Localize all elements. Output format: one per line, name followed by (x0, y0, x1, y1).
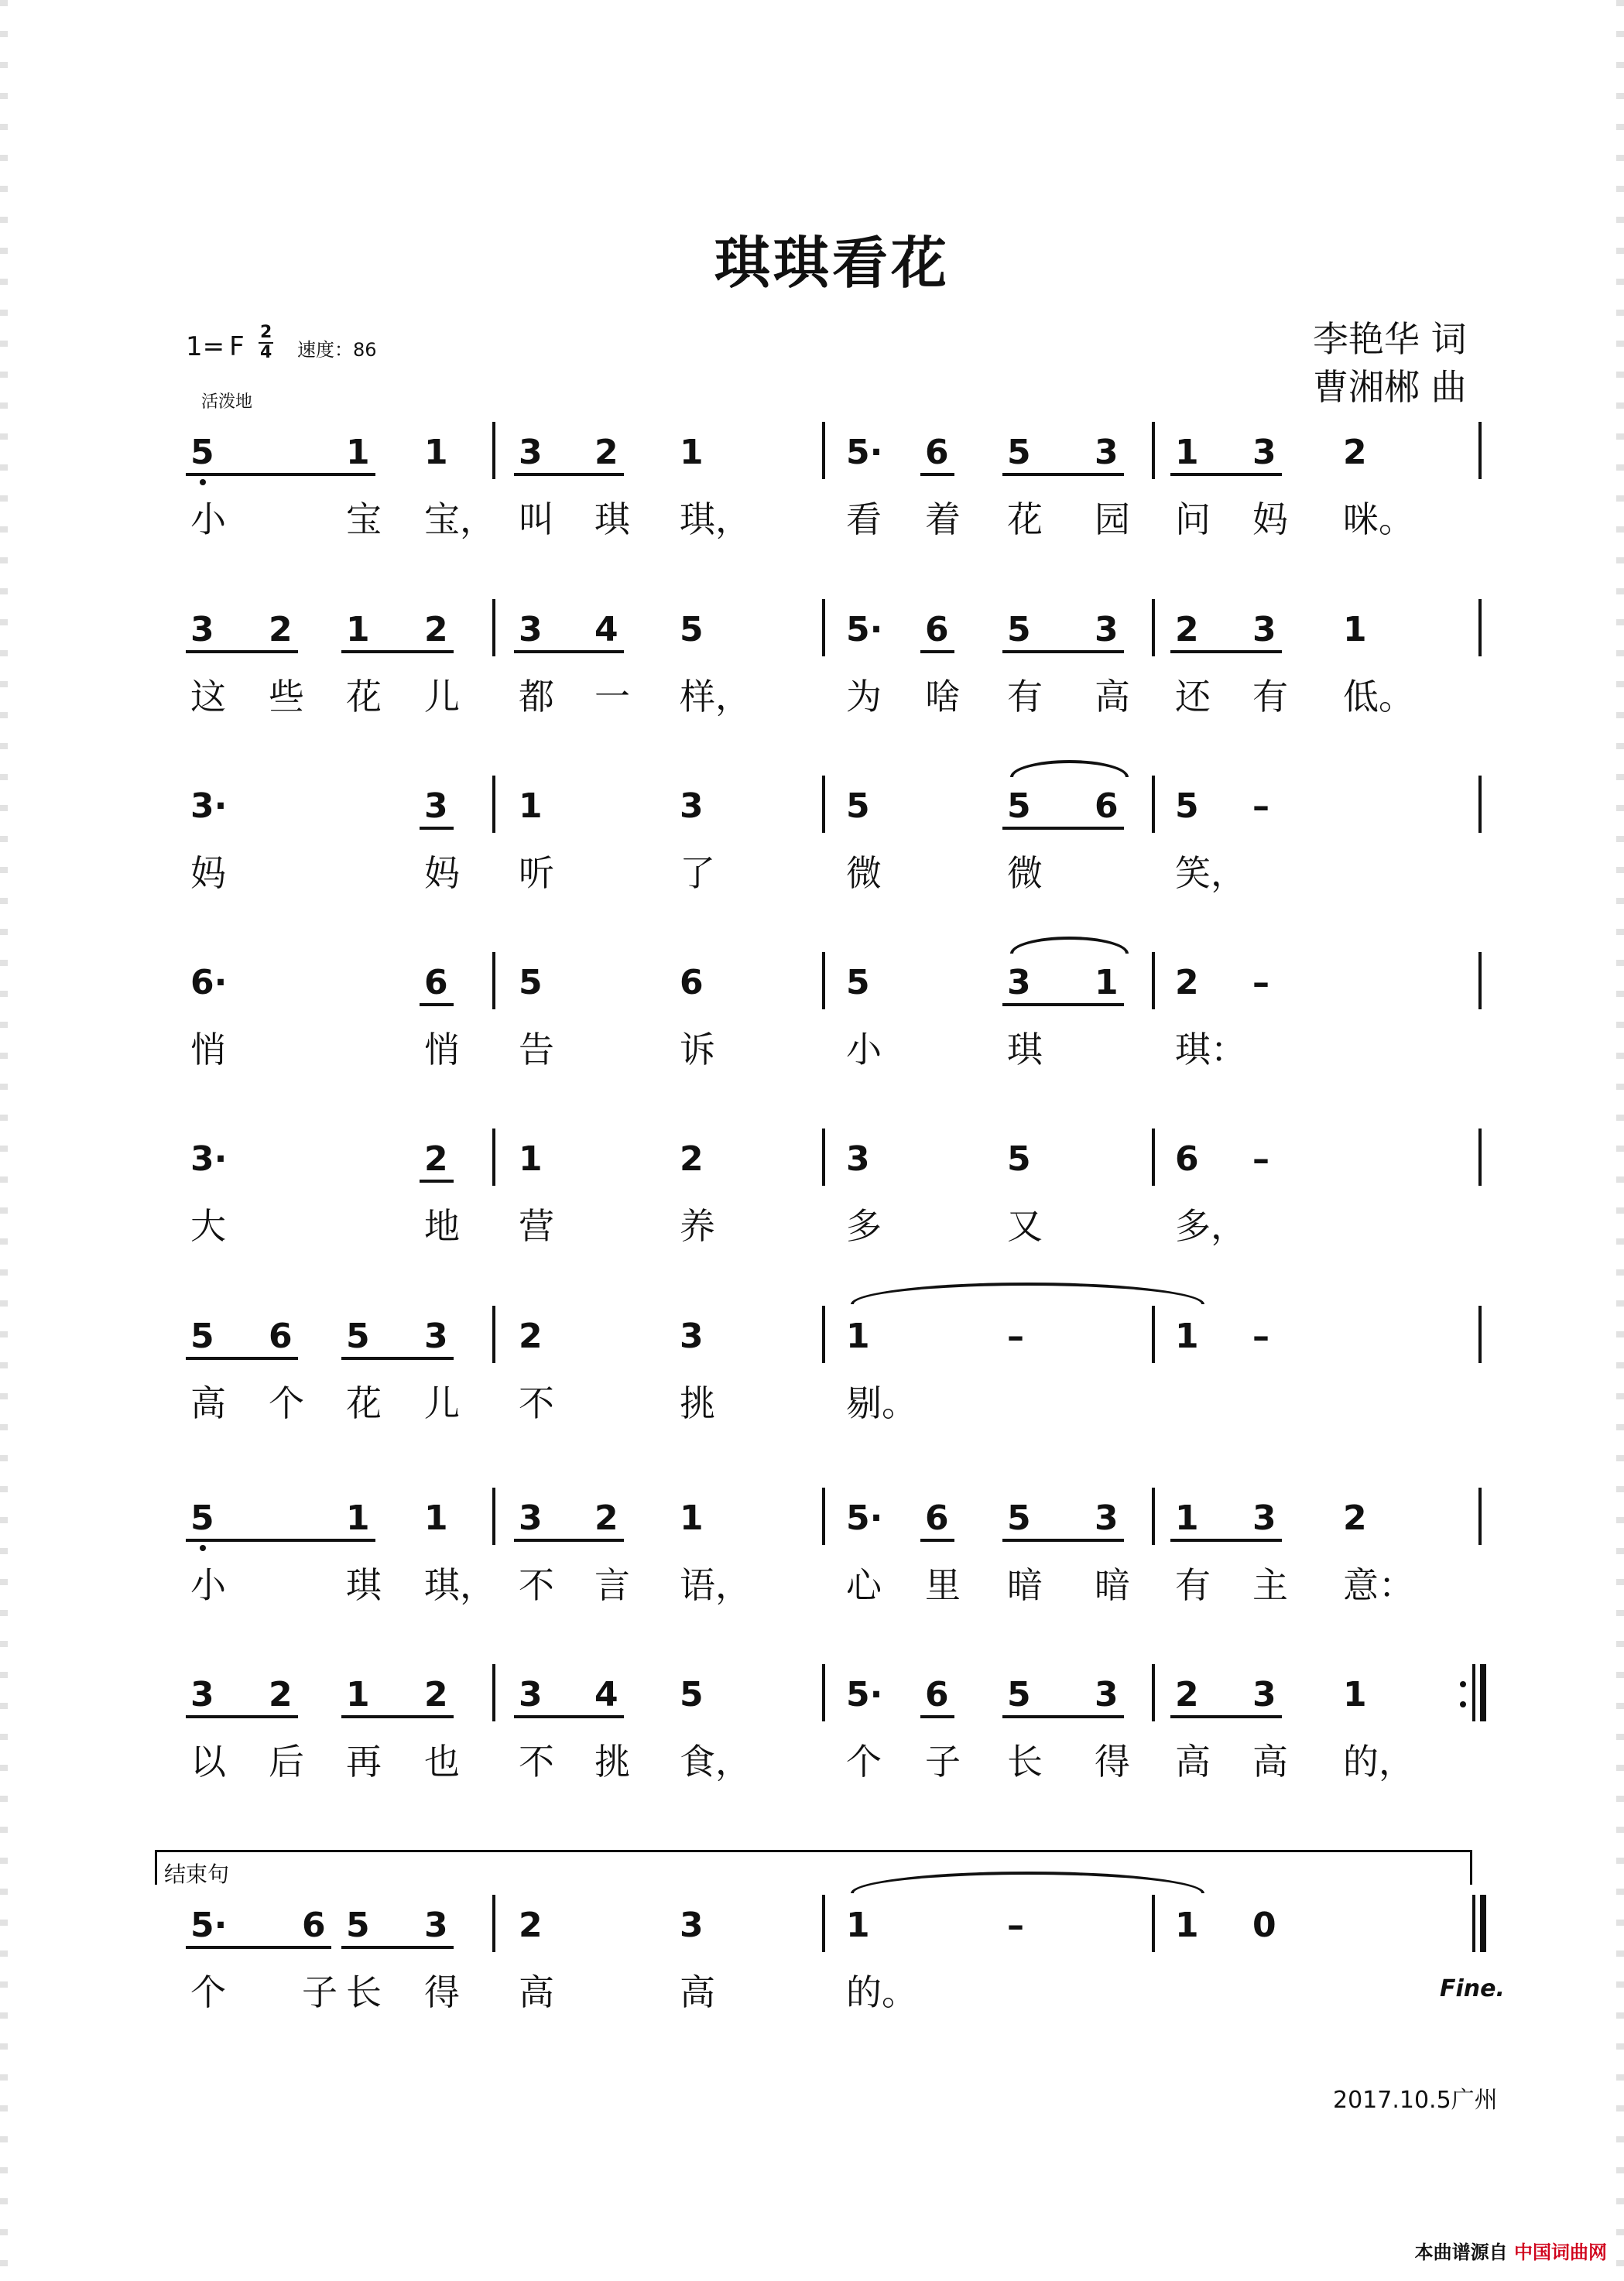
lyric-char: 多 (846, 1205, 882, 1247)
barline (492, 422, 495, 479)
barline (822, 1488, 825, 1545)
lyric-char: 再 (346, 1741, 382, 1783)
note: 2 (424, 1139, 448, 1179)
lyric-char: 高 (1175, 1741, 1211, 1783)
tempo-marking: 速度：86 (297, 339, 377, 361)
lyric-char: 诉 (680, 1029, 715, 1070)
note: 1 (680, 1498, 704, 1538)
lyric-char: 养 (680, 1205, 715, 1247)
note: 2 (1343, 1498, 1367, 1538)
barline (1152, 422, 1155, 479)
note: – (1252, 1139, 1269, 1179)
note: 1 (1175, 1317, 1199, 1356)
underline-beam (514, 1539, 624, 1542)
note: 6 (680, 963, 704, 1002)
repeat-thin-bar (1472, 1664, 1475, 1721)
underline-beam (1002, 473, 1124, 476)
note: 3 (424, 1317, 448, 1356)
lyric-char: 也 (424, 1741, 460, 1783)
coda-bracket (155, 1850, 1472, 1885)
note: 5 (680, 1675, 704, 1714)
lyric-char: 主 (1252, 1564, 1288, 1606)
repeat-dot (1460, 1681, 1466, 1687)
lyric-char: 营 (519, 1205, 554, 1247)
lyric-char: 不 (519, 1382, 554, 1424)
slur (1010, 760, 1129, 777)
note: 1 (346, 1675, 370, 1714)
lyric-char: 花 (346, 676, 382, 718)
lyric-char: 微 (846, 852, 882, 894)
lyric-char: 剔。 (846, 1382, 917, 1424)
lyric-char: 都 (519, 676, 554, 718)
note: 6 (1175, 1139, 1199, 1179)
note: 5· (846, 1675, 883, 1714)
lyric-char: 琪： (1175, 1029, 1246, 1070)
note: 3 (1095, 1498, 1119, 1538)
underline-beam (186, 1539, 375, 1542)
note: – (1252, 1317, 1269, 1356)
lyric-char: 挑 (594, 1741, 630, 1783)
note: 6 (302, 1906, 326, 1945)
lyric-char: 言 (594, 1564, 630, 1606)
underline-beam (420, 1180, 454, 1183)
lyric-char: 个 (846, 1741, 882, 1783)
note: 6· (190, 963, 228, 1002)
lyric-char: 琪， (424, 1564, 495, 1606)
lyric-char: 宝， (424, 498, 495, 540)
low-octave-dot (200, 1545, 206, 1551)
note: 5 (846, 786, 870, 826)
note: 3 (680, 786, 704, 826)
underline-beam (420, 1003, 454, 1006)
barline (822, 776, 825, 833)
lyric-char: 低。 (1343, 676, 1414, 718)
note: 6 (925, 1498, 949, 1538)
barline (1152, 1306, 1155, 1363)
note: 1 (1175, 1498, 1199, 1538)
left-edge-pattern (0, 0, 8, 2281)
note: 2 (680, 1139, 704, 1179)
source-watermark: 本曲谱源自 中国词曲网 (1414, 2242, 1607, 2263)
note: 5 (346, 1317, 370, 1356)
note: 2 (424, 1675, 448, 1714)
underline-beam (1170, 650, 1282, 653)
right-edge-pattern (1616, 0, 1624, 2281)
lyric-char: 后 (269, 1741, 304, 1783)
underline-beam (1002, 1003, 1124, 1006)
lyric-char: 些 (269, 676, 304, 718)
lyric-char: 琪 (346, 1564, 382, 1606)
fine-marking: Fine. (1440, 1975, 1505, 2002)
key-signature: 1= F (186, 331, 245, 362)
barline (1152, 952, 1155, 1009)
lyric-char: 叫 (519, 498, 554, 540)
tie-long (851, 1283, 1204, 1304)
note: 6 (925, 1675, 949, 1714)
lyric-char: 花 (346, 1382, 382, 1424)
underline-beam (341, 1357, 454, 1360)
lyric-char: 花 (1007, 498, 1043, 540)
note: 1 (519, 786, 543, 826)
lyric-char: 暗 (1095, 1564, 1130, 1606)
note: 6 (269, 1317, 293, 1356)
note: 3 (680, 1906, 704, 1945)
note: 5· (846, 610, 883, 649)
lyric-char: 有 (1252, 676, 1288, 718)
barline (822, 1129, 825, 1186)
note: 5 (1007, 1498, 1031, 1538)
lyric-char: 儿 (424, 676, 460, 718)
lyric-char: 大 (190, 1205, 226, 1247)
lyric-char: 样， (680, 676, 751, 718)
lyric-char: 挑 (680, 1382, 715, 1424)
underline-beam (186, 1946, 331, 1949)
barline (492, 599, 495, 656)
note: 1 (346, 433, 370, 472)
time-signature: 2 4 (260, 323, 272, 362)
underline-beam (920, 1539, 954, 1542)
lyric-char: 语， (680, 1564, 751, 1606)
note: 4 (594, 1675, 618, 1714)
lyric-char: 心 (846, 1564, 882, 1606)
underline-beam (514, 473, 624, 476)
note: 1 (346, 610, 370, 649)
note: 2 (519, 1906, 543, 1945)
barline (822, 422, 825, 479)
note: 3 (1252, 1498, 1276, 1538)
note: 3 (680, 1317, 704, 1356)
lyric-char: 琪， (680, 498, 751, 540)
note: 1 (846, 1906, 870, 1945)
note: 5· (846, 433, 883, 472)
note: 3 (190, 1675, 214, 1714)
note: – (1252, 963, 1269, 1002)
note: 3 (190, 610, 214, 649)
barline (1152, 1488, 1155, 1545)
lyric-char: 小 (190, 498, 226, 540)
underline-beam (186, 473, 375, 476)
barline (822, 1306, 825, 1363)
note: 3 (1095, 610, 1119, 649)
note: 5· (190, 1906, 228, 1945)
barline (492, 952, 495, 1009)
lyric-char: 的， (1343, 1741, 1414, 1783)
underline-beam (920, 473, 954, 476)
underline-beam (1002, 827, 1124, 830)
note: 3 (424, 1906, 448, 1945)
underline-beam (1002, 1715, 1124, 1718)
note: 6 (1095, 786, 1119, 826)
note: 1 (424, 1498, 448, 1538)
lyric-char: 子 (302, 1971, 337, 2013)
repeat-thick-bar (1480, 1664, 1486, 1721)
note: 5 (1175, 786, 1199, 826)
lyric-char: 的。 (846, 1971, 917, 2013)
underline-beam (1170, 1539, 1282, 1542)
note: 2 (594, 1498, 618, 1538)
lyric-char: 笑， (1175, 852, 1246, 894)
barline (492, 776, 495, 833)
note: 5 (190, 1317, 214, 1356)
note: 5 (190, 1498, 214, 1538)
barline (1152, 1895, 1155, 1952)
underline-beam (920, 650, 954, 653)
note: 2 (1175, 963, 1199, 1002)
note: – (1252, 786, 1269, 826)
lyric-char: 宝 (346, 498, 382, 540)
underline-beam (186, 650, 298, 653)
note: 2 (424, 610, 448, 649)
underline-beam (1170, 1715, 1282, 1718)
underline-beam (1002, 650, 1124, 653)
lyric-char: 有 (1175, 1564, 1211, 1606)
lyric-char: 意： (1343, 1564, 1414, 1606)
lyric-char: 小 (846, 1029, 882, 1070)
note: 3 (1095, 1675, 1119, 1714)
lyric-char: 园 (1095, 498, 1130, 540)
note: 3 (1252, 610, 1276, 649)
lyric-char: 又 (1007, 1205, 1043, 1247)
lyric-char: 里 (925, 1564, 961, 1606)
note: 1 (1343, 610, 1367, 649)
lyric-char: 悄 (190, 1029, 226, 1070)
barline (492, 1129, 495, 1186)
lyric-char: 长 (1007, 1741, 1043, 1783)
lyric-char: 个 (190, 1971, 226, 2013)
slur (1010, 937, 1129, 954)
underline-beam (920, 1715, 954, 1718)
note: 1 (680, 433, 704, 472)
repeat-dot (1460, 1701, 1466, 1707)
lyric-char: 食， (680, 1741, 751, 1783)
expression-marking: 活泼地 (201, 392, 253, 412)
lyric-char: 妈 (424, 852, 460, 894)
note: 3 (424, 786, 448, 826)
lyric-char: 长 (346, 1971, 382, 2013)
barline (1478, 776, 1482, 833)
barline (822, 952, 825, 1009)
lyric-char: 了 (680, 852, 715, 894)
lyric-char: 一 (594, 676, 630, 718)
underline-beam (186, 1715, 298, 1718)
barline (822, 599, 825, 656)
underline-beam (1170, 473, 1282, 476)
lyric-char: 悄 (424, 1029, 460, 1070)
note: 3 (519, 1498, 543, 1538)
note: – (1007, 1906, 1024, 1945)
barline (1152, 776, 1155, 833)
note: 5· (846, 1498, 883, 1538)
note: 6 (925, 610, 949, 649)
lyric-char: 高 (519, 1971, 554, 2013)
composer-credit: 曹湘郴 曲 (1313, 366, 1467, 408)
barline (1152, 1664, 1155, 1721)
note: 2 (1175, 1675, 1199, 1714)
lyric-char: 有 (1007, 676, 1043, 718)
lyric-char: 咪。 (1343, 498, 1414, 540)
note: 3· (190, 786, 228, 826)
note: 5 (519, 963, 543, 1002)
barline (1478, 599, 1482, 656)
lyricist-credit: 李艳华 词 (1313, 318, 1467, 360)
underline-beam (186, 1357, 298, 1360)
lyric-char: 着 (925, 498, 961, 540)
lyric-char: 高 (1252, 1741, 1288, 1783)
low-octave-dot (200, 479, 206, 485)
note: 6 (925, 433, 949, 472)
lyric-char: 高 (680, 1971, 715, 2013)
note: 1 (1175, 1906, 1199, 1945)
barline (492, 1488, 495, 1545)
note: 5 (1007, 786, 1031, 826)
note: 5 (680, 610, 704, 649)
lyric-char: 琪 (1007, 1029, 1043, 1070)
song-title: 琪琪看花 (714, 231, 950, 296)
note: 5 (1007, 1139, 1031, 1179)
coda-label: 结束句 (164, 1861, 230, 1887)
lyric-char: 暗 (1007, 1564, 1043, 1606)
lyric-char: 啥 (925, 676, 961, 718)
lyric-char: 小 (190, 1564, 226, 1606)
underline-beam (420, 827, 454, 830)
note: 3 (1095, 433, 1119, 472)
lyric-char: 妈 (1252, 498, 1288, 540)
lyric-char: 地 (424, 1205, 460, 1247)
lyric-char: 高 (1095, 676, 1130, 718)
underline-beam (514, 1715, 624, 1718)
lyric-char: 儿 (424, 1382, 460, 1424)
final-thin-bar (1472, 1895, 1475, 1952)
lyric-char: 个 (269, 1382, 304, 1424)
underline-beam (1002, 1539, 1124, 1542)
barline (1478, 422, 1482, 479)
note: 3 (519, 1675, 543, 1714)
note: 2 (269, 610, 293, 649)
note: 4 (594, 610, 618, 649)
barline (1152, 599, 1155, 656)
note: – (1007, 1317, 1024, 1356)
lyric-char: 不 (519, 1564, 554, 1606)
note: 3 (519, 433, 543, 472)
note: 0 (1252, 1906, 1276, 1945)
lyric-char: 这 (190, 676, 226, 718)
barline (492, 1664, 495, 1721)
note: 1 (346, 1498, 370, 1538)
note: 3 (1252, 433, 1276, 472)
lyric-char: 看 (846, 498, 882, 540)
note: 5 (846, 963, 870, 1002)
lyric-char: 多， (1175, 1205, 1246, 1247)
note: 2 (519, 1317, 543, 1356)
lyric-char: 琪 (594, 498, 630, 540)
note: 2 (594, 433, 618, 472)
lyric-char: 微 (1007, 852, 1043, 894)
barline (492, 1306, 495, 1363)
barline (1152, 1129, 1155, 1186)
barline (1478, 1306, 1482, 1363)
underline-beam (341, 1946, 454, 1949)
note: 3 (1007, 963, 1031, 1002)
barline (1478, 1129, 1482, 1186)
note: 2 (269, 1675, 293, 1714)
note: 3 (846, 1139, 870, 1179)
underline-beam (514, 650, 624, 653)
lyric-char: 得 (424, 1971, 460, 2013)
note: 1 (1095, 963, 1119, 1002)
barline (822, 1895, 825, 1952)
note: 1 (424, 433, 448, 472)
date-place: 2017.10.5广州 (1333, 2087, 1498, 2114)
barline (492, 1895, 495, 1952)
lyric-char: 子 (925, 1741, 961, 1783)
final-thick-bar (1480, 1895, 1486, 1952)
lyric-char: 告 (519, 1029, 554, 1070)
note: 5 (346, 1906, 370, 1945)
lyric-char: 为 (846, 676, 882, 718)
note: 3 (1252, 1675, 1276, 1714)
underline-beam (341, 1715, 454, 1718)
lyric-char: 还 (1175, 676, 1211, 718)
lyric-char: 问 (1175, 498, 1211, 540)
note: 6 (424, 963, 448, 1002)
barline (1478, 952, 1482, 1009)
lyric-char: 听 (519, 852, 554, 894)
lyric-char: 高 (190, 1382, 226, 1424)
note: 3· (190, 1139, 228, 1179)
note: 2 (1343, 433, 1367, 472)
lyric-char: 以 (190, 1741, 226, 1783)
lyric-char: 妈 (190, 852, 226, 894)
note: 2 (1175, 610, 1199, 649)
lyric-char: 不 (519, 1741, 554, 1783)
note: 5 (1007, 1675, 1031, 1714)
note: 1 (1343, 1675, 1367, 1714)
note: 1 (1175, 433, 1199, 472)
note: 3 (519, 610, 543, 649)
barline (822, 1664, 825, 1721)
note: 5 (1007, 433, 1031, 472)
note: 1 (846, 1317, 870, 1356)
note: 1 (519, 1139, 543, 1179)
note: 5 (1007, 610, 1031, 649)
barline (1478, 1488, 1482, 1545)
note: 5 (190, 433, 214, 472)
lyric-char: 得 (1095, 1741, 1130, 1783)
underline-beam (341, 650, 454, 653)
